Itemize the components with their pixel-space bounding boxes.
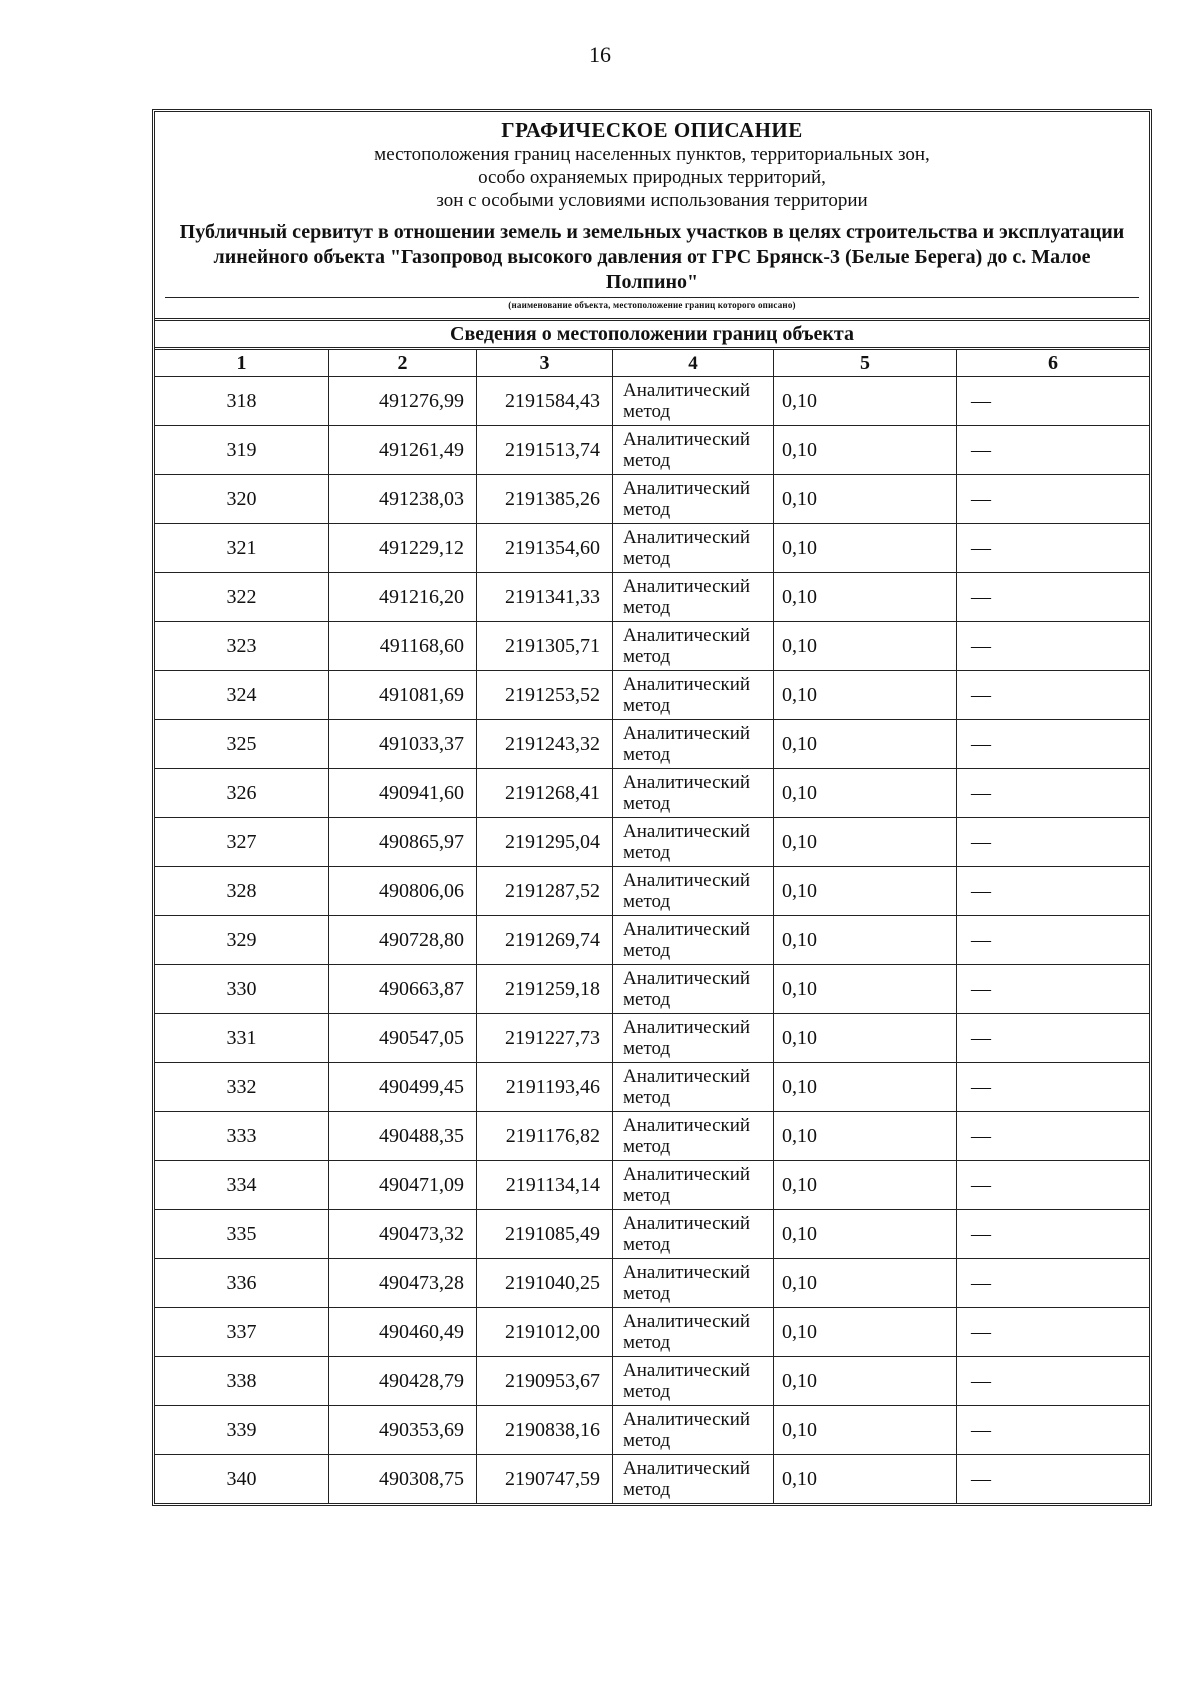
accuracy-cell: 0,10: [774, 377, 957, 426]
method-cell: Аналитический метод: [613, 671, 774, 720]
accuracy-cell: 0,10: [774, 965, 957, 1014]
method-cell: Аналитический метод: [613, 1308, 774, 1357]
description-cell: —: [957, 1259, 1150, 1308]
description-cell: —: [957, 965, 1150, 1014]
coordinate-x-cell: 490806,06: [329, 867, 477, 916]
coordinate-y-cell: 2191341,33: [477, 573, 613, 622]
table-row: [155, 769, 1149, 818]
coordinate-x-cell: 490473,28: [329, 1259, 477, 1308]
accuracy-cell: 0,10: [774, 1406, 957, 1455]
coordinate-y-cell: 2191134,14: [477, 1161, 613, 1210]
method-cell: Аналитический метод: [613, 965, 774, 1014]
table-row: [155, 573, 1149, 622]
coordinate-x-cell: 491081,69: [329, 671, 477, 720]
coordinate-y-cell: 2191269,74: [477, 916, 613, 965]
point-number-cell: 329: [155, 916, 329, 965]
document-title: ГРАФИЧЕСКОЕ ОПИСАНИЕ: [501, 118, 803, 142]
point-number-cell: 331: [155, 1014, 329, 1063]
accuracy-cell: 0,10: [774, 720, 957, 769]
coordinate-x-cell: 491261,49: [329, 426, 477, 475]
method-cell: Аналитический метод: [613, 769, 774, 818]
method-cell: Аналитический метод: [613, 818, 774, 867]
description-cell: —: [957, 1357, 1150, 1406]
method-cell: Аналитический метод: [613, 720, 774, 769]
table-row: [155, 965, 1149, 1014]
description-cell: —: [957, 426, 1150, 475]
table-header-row: [155, 350, 1149, 377]
accuracy-cell: 0,10: [774, 769, 957, 818]
coordinate-x-cell: 490460,49: [329, 1308, 477, 1357]
table-row: [155, 1308, 1149, 1357]
point-number-cell: 330: [155, 965, 329, 1014]
coordinate-x-cell: 490728,80: [329, 916, 477, 965]
page-number: 16: [589, 42, 611, 67]
accuracy-cell: 0,10: [774, 475, 957, 524]
coordinate-y-cell: 2191354,60: [477, 524, 613, 573]
header-line-2: особо охраняемых природных территорий,: [478, 167, 826, 188]
description-cell: —: [957, 377, 1150, 426]
point-number-cell: 332: [155, 1063, 329, 1112]
coordinate-x-cell: 491033,37: [329, 720, 477, 769]
coordinate-x-cell: 491276,99: [329, 377, 477, 426]
point-number-cell: 327: [155, 818, 329, 867]
point-number-cell: 322: [155, 573, 329, 622]
accuracy-cell: 0,10: [774, 524, 957, 573]
method-cell: Аналитический метод: [613, 1357, 774, 1406]
table-row: [155, 1455, 1149, 1504]
table-row: [155, 1063, 1149, 1112]
method-cell: Аналитический метод: [613, 475, 774, 524]
coordinate-y-cell: 2191259,18: [477, 965, 613, 1014]
description-cell: —: [957, 573, 1150, 622]
column-header-3: 3: [477, 350, 613, 377]
accuracy-cell: 0,10: [774, 818, 957, 867]
description-cell: —: [957, 818, 1150, 867]
point-number-cell: 326: [155, 769, 329, 818]
method-cell: Аналитический метод: [613, 1014, 774, 1063]
point-number-cell: 337: [155, 1308, 329, 1357]
description-cell: —: [957, 1161, 1150, 1210]
accuracy-cell: 0,10: [774, 1112, 957, 1161]
table-body: [155, 377, 1149, 1504]
coordinate-y-cell: 2191513,74: [477, 426, 613, 475]
accuracy-cell: 0,10: [774, 1014, 957, 1063]
coordinate-y-cell: 2191085,49: [477, 1210, 613, 1259]
description-cell: —: [957, 720, 1150, 769]
method-cell: Аналитический метод: [613, 426, 774, 475]
method-cell: Аналитический метод: [613, 622, 774, 671]
column-header-2: 2: [329, 350, 477, 377]
point-number-cell: 321: [155, 524, 329, 573]
method-cell: Аналитический метод: [613, 916, 774, 965]
accuracy-cell: 0,10: [774, 1357, 957, 1406]
header-line-1: местоположения границ населенных пунктов, территориальных зон,: [374, 144, 930, 165]
table-row: [155, 622, 1149, 671]
coordinate-y-cell: 2191385,26: [477, 475, 613, 524]
point-number-cell: 325: [155, 720, 329, 769]
method-cell: Аналитический метод: [613, 867, 774, 916]
point-number-cell: 339: [155, 1406, 329, 1455]
table-row: [155, 867, 1149, 916]
table-row: [155, 671, 1149, 720]
point-number-cell: 320: [155, 475, 329, 524]
description-cell: —: [957, 1112, 1150, 1161]
column-header-4: 4: [613, 350, 774, 377]
method-cell: Аналитический метод: [613, 573, 774, 622]
point-number-cell: 319: [155, 426, 329, 475]
coordinate-y-cell: 2191243,32: [477, 720, 613, 769]
coordinate-x-cell: 491238,03: [329, 475, 477, 524]
coordinate-x-cell: 490353,69: [329, 1406, 477, 1455]
coordinate-x-cell: 490865,97: [329, 818, 477, 867]
coordinate-y-cell: 2191012,00: [477, 1308, 613, 1357]
object-name: Публичный сервитут в отношении земель и земельных участков в целях строительства и эксплуатации линейного объекта "Газопровод высокого давления от ГРС Брянск-3 (Белые Берега) до с. Малое Полпино": [165, 220, 1139, 298]
coordinate-y-cell: 2191305,71: [477, 622, 613, 671]
description-cell: —: [957, 1308, 1150, 1357]
coordinate-x-cell: 490308,75: [329, 1455, 477, 1504]
table-row: [155, 426, 1149, 475]
coordinate-x-cell: 491216,20: [329, 573, 477, 622]
table-row: [155, 475, 1149, 524]
coordinate-x-cell: 490471,09: [329, 1161, 477, 1210]
coordinate-y-cell: 2190953,67: [477, 1357, 613, 1406]
coordinate-y-cell: 2191268,41: [477, 769, 613, 818]
coordinate-y-cell: 2191040,25: [477, 1259, 613, 1308]
table-row: [155, 524, 1149, 573]
point-number-cell: 323: [155, 622, 329, 671]
coordinate-x-cell: 490547,05: [329, 1014, 477, 1063]
coordinate-x-cell: 490428,79: [329, 1357, 477, 1406]
table-row: [155, 377, 1149, 426]
coordinate-y-cell: 2191295,04: [477, 818, 613, 867]
coordinate-x-cell: 491168,60: [329, 622, 477, 671]
method-cell: Аналитический метод: [613, 1063, 774, 1112]
coordinate-y-cell: 2190747,59: [477, 1455, 613, 1504]
table-row: [155, 1014, 1149, 1063]
accuracy-cell: 0,10: [774, 916, 957, 965]
description-cell: —: [957, 916, 1150, 965]
description-cell: —: [957, 867, 1150, 916]
table-row: [155, 1161, 1149, 1210]
accuracy-cell: 0,10: [774, 1259, 957, 1308]
coordinate-y-cell: 2190838,16: [477, 1406, 613, 1455]
table-row: [155, 1112, 1149, 1161]
coordinate-x-cell: 490488,35: [329, 1112, 477, 1161]
accuracy-cell: 0,10: [774, 1063, 957, 1112]
document-sheet: [152, 109, 1152, 1506]
column-header-6: 6: [957, 350, 1150, 377]
point-number-cell: 333: [155, 1112, 329, 1161]
description-cell: —: [957, 475, 1150, 524]
description-cell: —: [957, 622, 1150, 671]
coordinate-y-cell: 2191176,82: [477, 1112, 613, 1161]
table-row: [155, 720, 1149, 769]
column-header-1: 1: [155, 350, 329, 377]
table-row: [155, 1210, 1149, 1259]
section-title: Сведения о местоположении границ объекта: [155, 321, 1149, 350]
description-cell: —: [957, 1406, 1150, 1455]
coordinate-x-cell: 490663,87: [329, 965, 477, 1014]
coordinates-table: [155, 350, 1149, 1503]
table-row: [155, 818, 1149, 867]
accuracy-cell: 0,10: [774, 573, 957, 622]
description-cell: —: [957, 524, 1150, 573]
method-cell: Аналитический метод: [613, 377, 774, 426]
point-number-cell: 340: [155, 1455, 329, 1504]
header-line-3: зон с особыми условиями использования территории: [436, 190, 868, 211]
table-row: [155, 1357, 1149, 1406]
coordinate-y-cell: 2191227,73: [477, 1014, 613, 1063]
accuracy-cell: 0,10: [774, 1210, 957, 1259]
description-cell: —: [957, 1063, 1150, 1112]
table-row: [155, 1259, 1149, 1308]
point-number-cell: 324: [155, 671, 329, 720]
accuracy-cell: 0,10: [774, 426, 957, 475]
accuracy-cell: 0,10: [774, 867, 957, 916]
description-cell: —: [957, 1455, 1150, 1504]
coordinate-x-cell: 491229,12: [329, 524, 477, 573]
table-row: [155, 1406, 1149, 1455]
table-row: [155, 916, 1149, 965]
accuracy-cell: 0,10: [774, 671, 957, 720]
accuracy-cell: 0,10: [774, 1308, 957, 1357]
point-number-cell: 336: [155, 1259, 329, 1308]
description-cell: —: [957, 769, 1150, 818]
column-header-5: 5: [774, 350, 957, 377]
coordinate-x-cell: 490941,60: [329, 769, 477, 818]
accuracy-cell: 0,10: [774, 622, 957, 671]
method-cell: Аналитический метод: [613, 1210, 774, 1259]
point-number-cell: 335: [155, 1210, 329, 1259]
method-cell: Аналитический метод: [613, 524, 774, 573]
method-cell: Аналитический метод: [613, 1406, 774, 1455]
coordinate-x-cell: 490473,32: [329, 1210, 477, 1259]
coordinate-y-cell: 2191584,43: [477, 377, 613, 426]
method-cell: Аналитический метод: [613, 1259, 774, 1308]
point-number-cell: 328: [155, 867, 329, 916]
object-caption: (наименование объекта, местоположение границ которого описано): [508, 300, 796, 310]
point-number-cell: 318: [155, 377, 329, 426]
coordinate-x-cell: 490499,45: [329, 1063, 477, 1112]
header-block: [155, 112, 1149, 321]
accuracy-cell: 0,10: [774, 1455, 957, 1504]
description-cell: —: [957, 1210, 1150, 1259]
coordinate-y-cell: 2191253,52: [477, 671, 613, 720]
method-cell: Аналитический метод: [613, 1455, 774, 1504]
method-cell: Аналитический метод: [613, 1112, 774, 1161]
coordinate-y-cell: 2191193,46: [477, 1063, 613, 1112]
point-number-cell: 338: [155, 1357, 329, 1406]
accuracy-cell: 0,10: [774, 1161, 957, 1210]
method-cell: Аналитический метод: [613, 1161, 774, 1210]
coordinate-y-cell: 2191287,52: [477, 867, 613, 916]
description-cell: —: [957, 671, 1150, 720]
point-number-cell: 334: [155, 1161, 329, 1210]
description-cell: —: [957, 1014, 1150, 1063]
